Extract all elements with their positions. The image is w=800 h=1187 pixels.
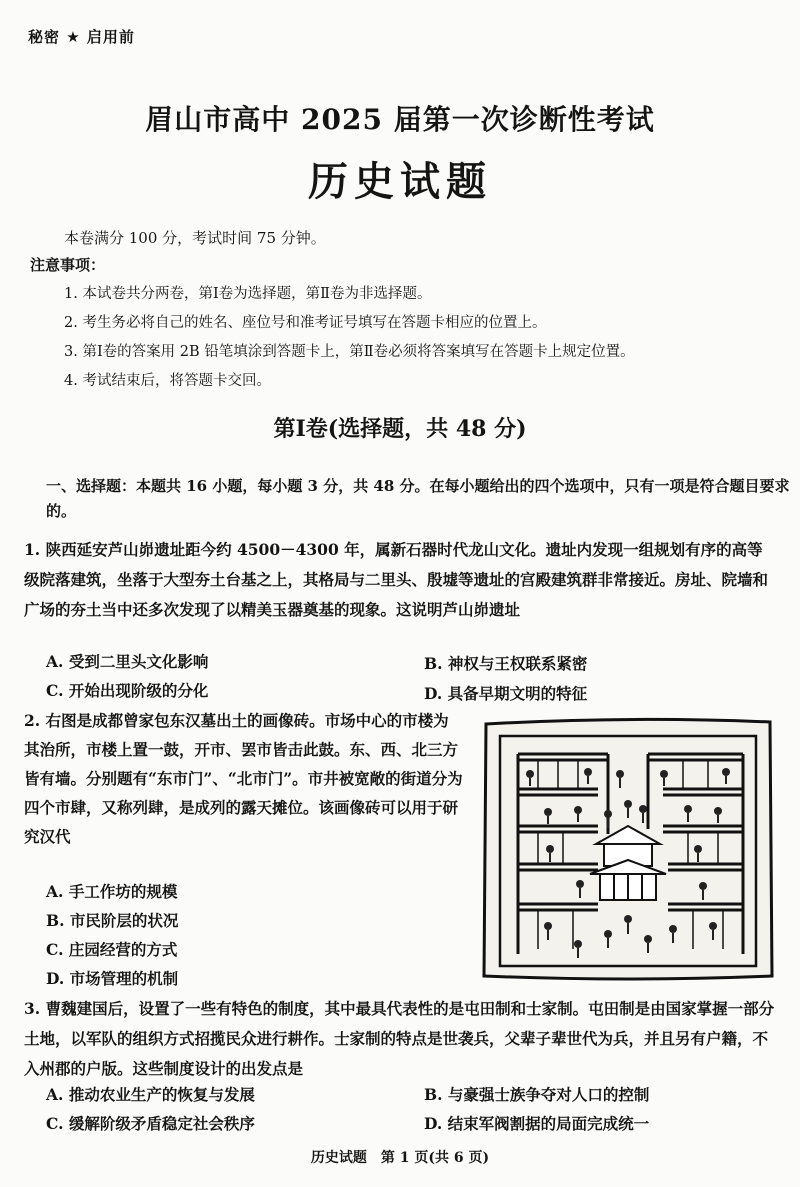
confidential-mark: 秘密 ★ 启用前 [28, 28, 135, 46]
q2-option-c: C. 庄园经营的方式 [46, 940, 178, 959]
part-intro [24, 474, 800, 524]
subject-title: 历史试题 [308, 158, 492, 205]
q3-option-b: B. 与豪强士族争夺对人口的控制 [424, 1085, 650, 1104]
question-3-stem: 3. 曹魏建国后，设置了一些有特色的制度，其中最具代表性的是屯田制和士家制。屯田制是由国家掌握一部分土地，以军队的组织方式招揽民众进行耕作。士家制的特点是世袭兵，父辈子辈世代为兵，并且另有户籍，不入州郡的户版。这些制度设计的出发点是 [24, 999, 775, 1078]
q3-option-a: A. 推动农业生产的恢复与发展 [46, 1085, 255, 1104]
part-intro-text: 一、选择题：本题共 16 小题，每小题 3 分，共 48 分。在每小题给出的四个选项中，只有一项是符合题目要求的。 [46, 477, 790, 520]
q1-option-d: D. 具备早期文明的特征 [424, 684, 588, 703]
question-2-stem: 2. 右图是成都曾家包东汉墓出土的画像砖。市场中心的市楼为其治所，市楼上置一鼓，开市、罢市皆击此鼓。东、西、北三方皆有墙。分别题有“东市门”、“北市门”。市井被宽敞的街道分为四个市肆，又称列肆，是成列的露天摊位。该画像砖可以用于研究汉代 [24, 711, 463, 846]
page-footer: 历史试题 第 1 页(共 6 页) [310, 1150, 490, 1166]
exam-title: 眉山市高中 2025 届第一次诊断性考试 [145, 103, 655, 136]
exam-intro: 本卷满分 100 分，考试时间 75 分钟。 [64, 229, 326, 247]
note-item: 3. 第Ⅰ卷的答案用 2B 铅笔填涂到答题卡上，第Ⅱ卷必须将答案填写在答题卡上规定位置。 [64, 344, 635, 360]
notes-heading: 注意事项： [30, 256, 106, 274]
market-brick-relief-image [478, 714, 778, 984]
note-item: 4. 考试结束后，将答题卡交回。 [64, 373, 271, 389]
note-item: 2. 考生务必将自己的姓名、座位号和准考证号填写在答题卡相应的位置上。 [64, 315, 547, 331]
question-1-stem: 1. 陕西延安芦山峁遗址距今约 4500－4300 年，属新石器时代龙山文化。遗址内发现一组规划有序的高等级院落建筑，坐落于大型夯土台基之上，其格局与二里头、殷墟等遗址的宫殿建筑群非常接近。房址、院墙和广场的夯土当中还多次发现了以精美玉器奠基的现象。这说明芦山峁遗址 [24, 540, 769, 619]
q1-option-a: A. 受到二里头文化影响 [46, 652, 209, 671]
q2-option-a: A. 手工作坊的规模 [46, 882, 178, 901]
q1-option-b: B. 神权与王权联系紧密 [424, 654, 588, 673]
section-title: 第Ⅰ卷(选择题，共 48 分) [273, 416, 527, 442]
q3-option-d: D. 结束军阀割据的局面完成统一 [424, 1114, 650, 1133]
q3-option-c: C. 缓解阶级矛盾稳定社会秩序 [46, 1114, 255, 1133]
note-item: 1. 本试卷共分两卷，第Ⅰ卷为选择题，第Ⅱ卷为非选择题。 [64, 286, 432, 302]
q2-option-d: D. 市场管理的机制 [46, 969, 179, 988]
q2-option-b: B. 市民阶层的状况 [46, 911, 179, 930]
q1-option-c: C. 开始出现阶级的分化 [46, 681, 209, 700]
